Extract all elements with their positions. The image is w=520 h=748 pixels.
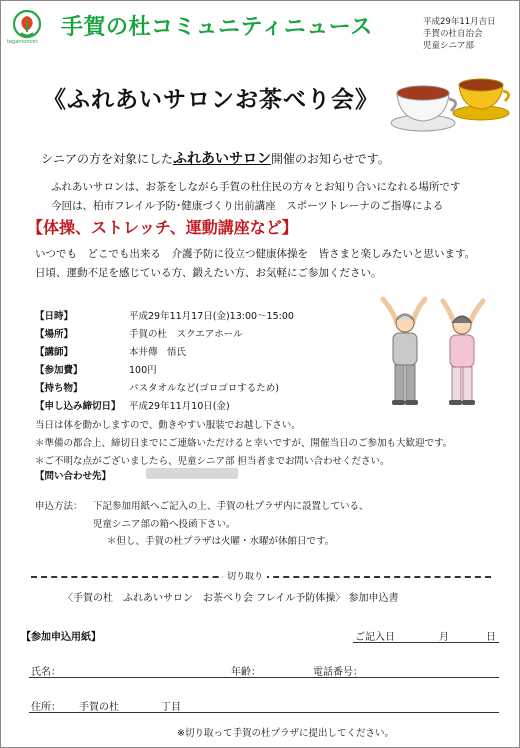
entry-month-label: 月 xyxy=(439,632,449,643)
issue-date: 平成29年11月吉日 xyxy=(423,17,496,27)
note-deadline: ＊準備の都合上、締切日までにご連絡いただけると幸いですが、開催当日のご参加も大歓迎です。 xyxy=(35,438,453,449)
note-inquiry: ＊ご不明な点がございましたら、児童シニア部 担当者までお問い合わせください。 xyxy=(35,456,390,467)
address-label: 住所： xyxy=(31,702,61,713)
section-heading: 【体操、ストレッチ、運動講座など】 xyxy=(27,218,298,237)
detail-label-fee: 【参加費】 xyxy=(35,365,83,376)
detail-label-items: 【持ち物】 xyxy=(35,383,83,394)
note-clothing: 当日は体を動かしますので、動きやすい服装でお越し下さい。 xyxy=(35,420,301,431)
apply-line-3: ＊但し、手賀の杜プラザは火曜・水曜が休館日です。 xyxy=(107,536,335,547)
address-prefix: 手賀の杜 xyxy=(79,702,119,713)
form-heading: 【参加申込用紙】 xyxy=(21,632,101,643)
detail-value-deadline: 平成29年11月10日(金) xyxy=(129,401,230,412)
newsletter-title: 手賀の杜コミュニティニュース xyxy=(61,15,373,40)
name-age-phone-line[interactable] xyxy=(29,677,499,678)
apply-line-1: 下記参加用紙へご記入の上、手賀の杜プラザ内に設置している、 xyxy=(93,501,369,512)
section-line-2: 日頃、運動不足を感じている方、鍛えたい方、お気軽にご参加ください。 xyxy=(35,267,382,279)
address-line[interactable] xyxy=(29,712,499,713)
detail-value-fee: 100円 xyxy=(129,365,157,376)
detail-label-date: 【日時】 xyxy=(35,311,74,322)
intro-headline: シニアの方を対象にしたふれあいサロン開催のお知らせです。 xyxy=(41,151,390,167)
detail-label-instructor: 【講師】 xyxy=(35,347,74,358)
tea-cups-icon xyxy=(389,63,515,135)
name-label: 氏名： xyxy=(31,667,61,678)
address-suffix: 丁目 xyxy=(161,702,181,713)
redacted-contact xyxy=(146,468,238,479)
entry-date-line[interactable] xyxy=(353,642,499,643)
apply-label: 申込方法： xyxy=(35,501,83,512)
footer-note: ※切り取って手賀の杜プラザに提出してください。 xyxy=(177,728,394,739)
section-line-1: いつでも どこでも出来る 介護予防に役立つ健康体操を 皆さまと楽しみたいと思います。 xyxy=(35,248,476,260)
detail-value-items: バスタオルなど(ゴロゴロするため) xyxy=(129,383,279,394)
detail-value-date: 平成29年11月17日(金)13:00～15:00 xyxy=(129,311,294,322)
apply-line-2: 児童シニア部の箱へ投函下さい。 xyxy=(93,519,236,530)
cut-label: 切り取り xyxy=(223,569,267,582)
salon-title: 《ふれあいサロンお茶べり会》 xyxy=(43,87,379,113)
detail-label-deadline: 【申し込み締切日】 xyxy=(35,401,121,412)
logo-brand-text: tegamomori xyxy=(7,39,38,45)
contact-label: 【問い合わせ先】 xyxy=(35,471,112,482)
detail-value-place: 手賀の杜 スクエアホール xyxy=(129,329,243,340)
stretching-seniors-icon xyxy=(373,293,493,411)
detail-value-instructor: 本井傳 悟氏 xyxy=(129,347,187,358)
salon-highlight: ふれあいサロン xyxy=(173,151,272,167)
entry-day-label: 日 xyxy=(486,632,496,643)
phone-label: 電話番号： xyxy=(313,667,363,678)
form-title: 〈手賀の杜 ふれあいサロン お茶べり会 フレイル予防体操〉 参加申込書 xyxy=(63,593,399,604)
entry-date-label: ご記入日 xyxy=(355,632,395,643)
detail-label-place: 【場所】 xyxy=(35,329,74,340)
intro-line-2: ふれあいサロンは、お茶をしながら手賀の杜住民の方々とお知り合いになれる場所です xyxy=(51,181,461,193)
organization: 手賀の杜自治会 xyxy=(423,29,483,39)
intro-line-3: 今回は、柏市フレイル予防･健康づくり出前講座 スポーツトレーナのご指導による xyxy=(51,200,444,212)
age-label: 年齢： xyxy=(231,667,261,678)
department: 児童シニア部 xyxy=(423,41,475,51)
